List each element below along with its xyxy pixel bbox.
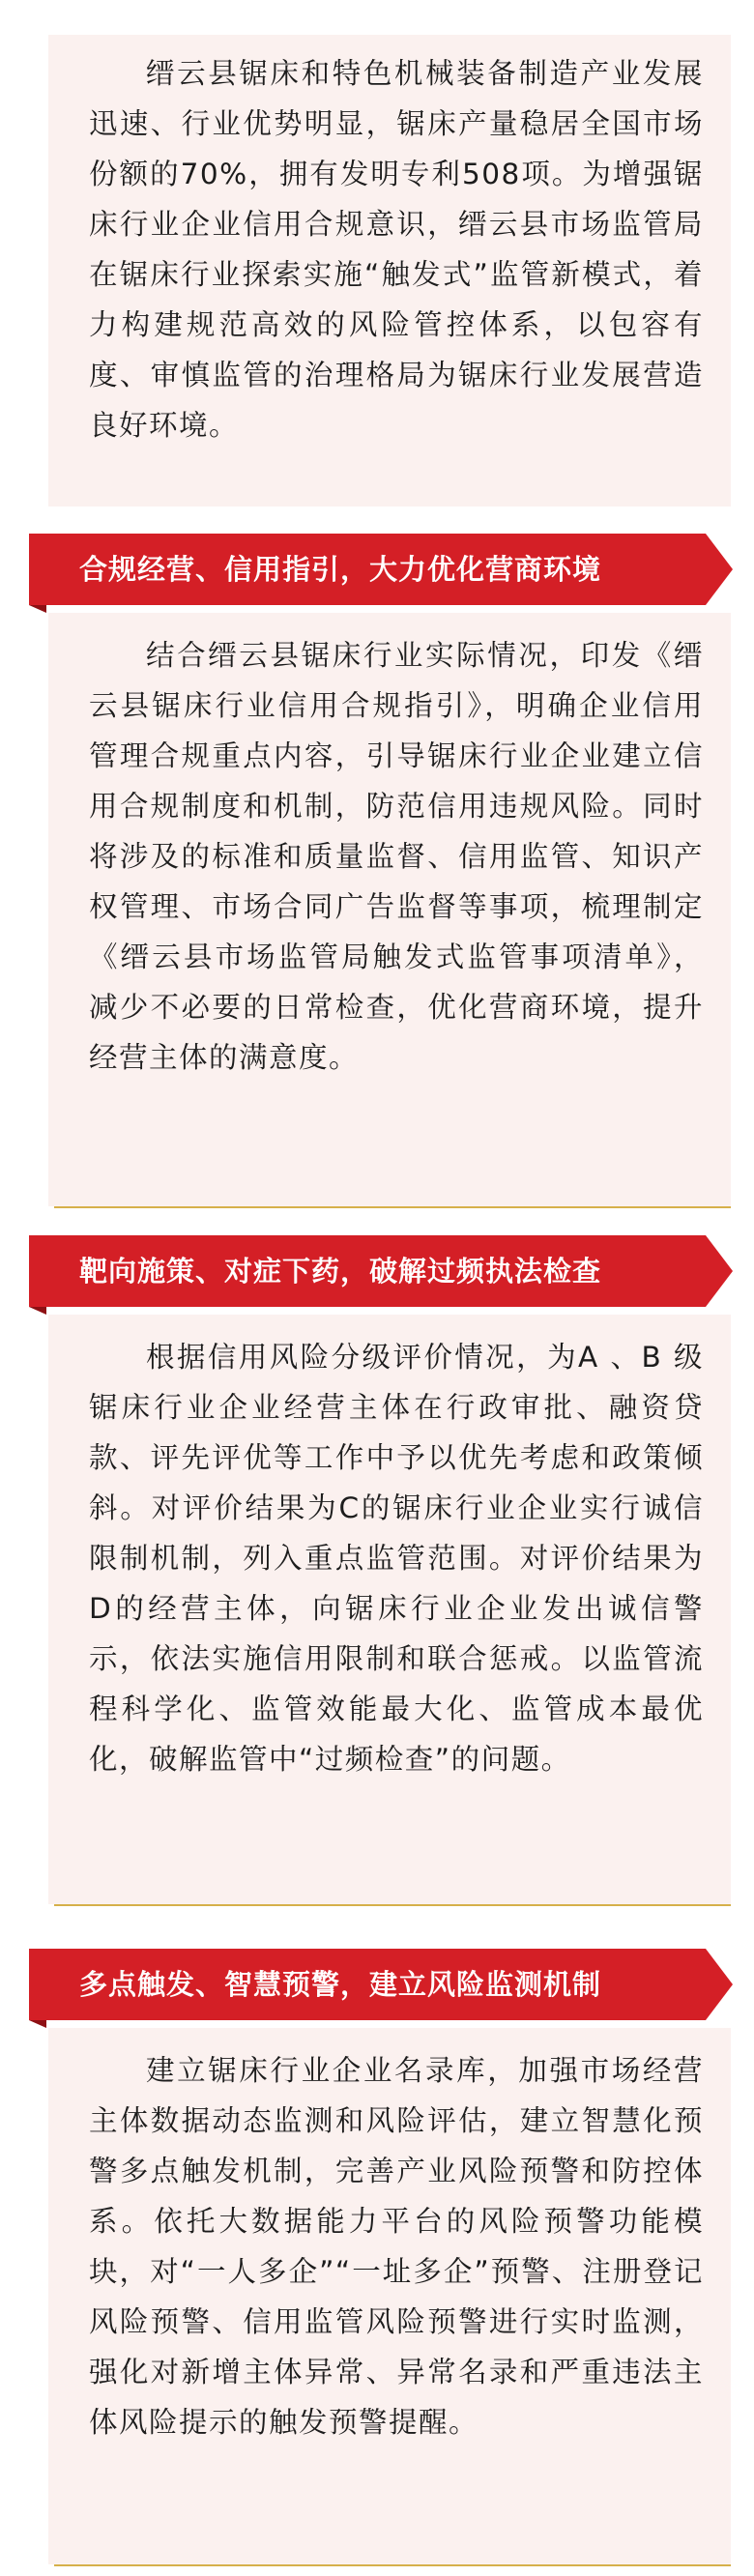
section-2-banner [29, 1235, 735, 1315]
section-1-divider [54, 1206, 731, 1208]
section-1-heading: 合规经营、信用指引，大力优化营商环境 [79, 553, 602, 586]
section-3-divider [54, 2564, 731, 2566]
section-1-banner [29, 534, 735, 613]
section-3-card [48, 2028, 731, 2564]
section-3-heading: 多点触发、智慧预警，建立风险监测机制 [79, 1968, 602, 2001]
section-2-paragraph: 根据信用风险分级评价情况，为A 、B 级锯床行业企业经营主体在行政审批、融资贷款、评先评优等工作中予以优先考虑和政策倾斜。对评价结果为C的锯床行业企业实行诚信限制机制，列入重点监管范围。对评价结果为D的经营主体，向锯床行业企业发出诚信警示，依法实施信用限制和联合惩戒。以监管流程科学化、监管效能最大化、监管成本最优化，破解监管中“过频检查”的问题。 [89, 1341, 704, 1776]
section-2-heading: 靶向施策、对症下药，破解过频执法检查 [79, 1255, 602, 1288]
section-2-divider [54, 1904, 731, 1906]
section-1-paragraph: 结合缙云县锯床行业实际情况，印发《缙云县锯床行业信用合规指引》，明确企业信用管理合规重点内容，引导锯床行业企业建立信用合规制度和机制，防范信用违规风险。同时将涉及的标准和质量监督、信用监管、知识产权管理、市场合同广告监督等事项，梳理制定《缙云县市场监管局触发式监管事项清单》，减少不必要的日常检查，优化营商环境，提升经营主体的满意度。 [89, 639, 704, 1074]
section-1-card [48, 613, 731, 1206]
section-2-card [48, 1315, 731, 1904]
intro-paragraph: 缙云县锯床和特色机械装备制造产业发展迅速、行业优势明显，锯床产量稳居全国市场份额的70%，拥有发明专利508项。为增强锯床行业企业信用合规意识，缙云县市场监管局在锯床行业探索实施“触发式”监管新模式，着力构建规范高效的风险管控体系，以包容有度、审慎监管的治理格局为锯床行业发展营造良好环境。 [89, 57, 704, 442]
section-3-banner [29, 1949, 735, 2028]
section-3-paragraph: 建立锯床行业企业名录库，加强市场经营主体数据动态监测和风险评估，建立智慧化预警多点触发机制，完善产业风险预警和防控体系。依托大数据能力平台的风险预警功能模块，对“一人多企”“一址多企”预警、注册登记风险预警、信用监管风险预警进行实时监测，强化对新增主体异常、异常名录和严重违法主体风险提示的触发预警提醒。 [89, 2054, 704, 2439]
intro-card [48, 35, 731, 507]
